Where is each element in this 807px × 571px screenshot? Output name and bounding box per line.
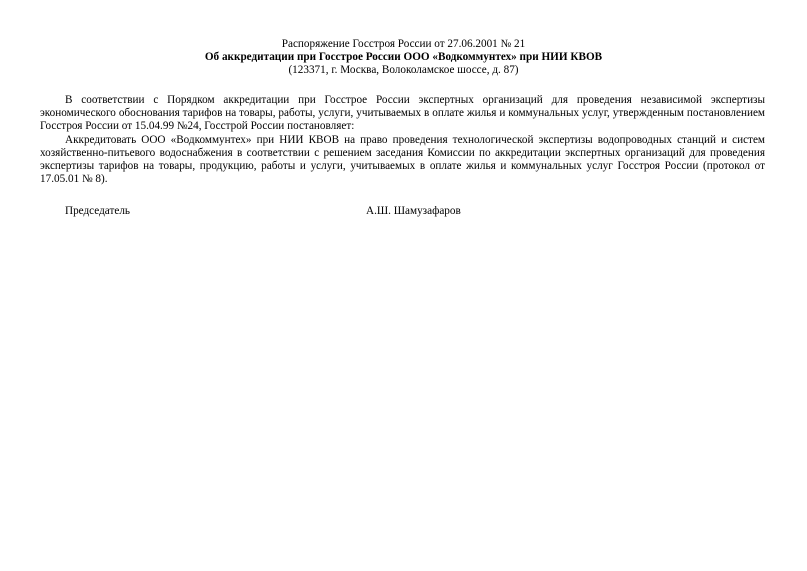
paragraph-resolution: Аккредитовать ООО «Водкоммунтех» при НИИ КВОВ на право проведения технологической экспертизы водопроводных станций и систем хозяйственно-питьевого водоснабжения в соответствии с решением заседания Комиссии по аккредитации экспертных организаций для проведения экспертизы тарифов на товары, продукцию, работы и услуги, учитываемых в оплате жилья и коммунальных услуг Госстроя России (протокол от 17.05.01 № 8). (40, 133, 765, 186)
signature-name: А.Ш. Шамузафаров (366, 205, 461, 217)
signature-position: Председатель (65, 205, 131, 217)
document-header (40, 38, 767, 78)
document-address: (123371, г. Москва, Волоколамское шоссе, д. 87) (288, 64, 519, 77)
signature-block (0, 205, 807, 219)
document-heading: Распоряжение Госстроя России от 27.06.2001 № 21 (281, 38, 526, 50)
paragraph-preamble: В соответствии с Порядком аккредитации при Госстрое России экспертных организаций для проведения независимой экспертизы экономического обоснования тарифов на товары, работы, услуги, учитываемых в оплате жилья и коммунальных услуг, утвержденным постановлением Госстроя России от 15.04.99 №24, Госстрой России постановляет: (40, 94, 765, 133)
document-title: Об аккредитации при Госстрое России ООО «Водкоммунтех» при НИИ КВОВ (204, 51, 603, 64)
document-body (40, 94, 765, 186)
